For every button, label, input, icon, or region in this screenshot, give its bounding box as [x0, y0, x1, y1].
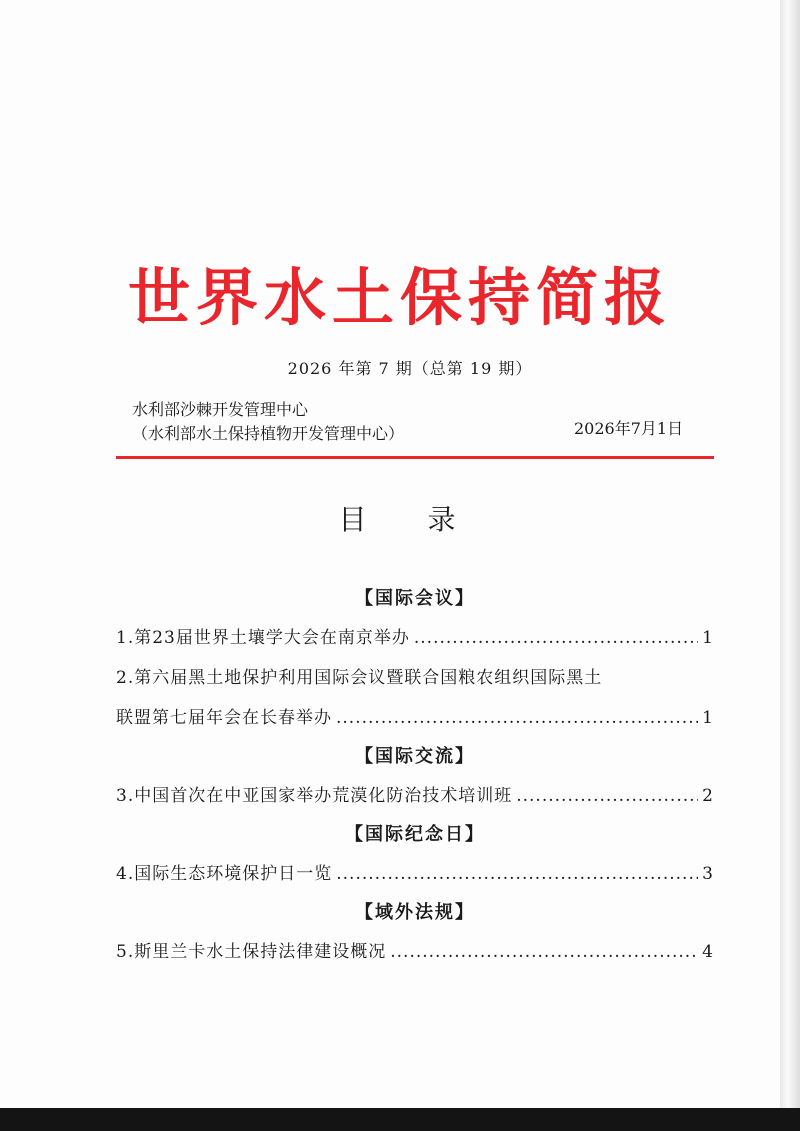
toc-entry-page: 4 — [702, 942, 714, 962]
toc-entry-text: 4.国际生态环境保护日一览 — [116, 864, 333, 884]
toc-entry-text: 3.中国首次在中亚国家举办荒漠化防治技术培训班 — [116, 786, 513, 806]
toc-entry-text-line1[interactable]: 2.第六届黑土地保护利用国际会议暨联合国粮农组织国际黑土 — [116, 668, 603, 688]
toc-leader-dots — [414, 618, 698, 658]
issue-number: 2026 年第 7 期（总第 19 期） — [287, 359, 533, 378]
publisher-alt-name: （水利部水土保持植物开发管理中心） — [132, 424, 405, 443]
toc-section-heading: 【国际会议】 — [355, 588, 475, 609]
masthead-title: 世界水土保持简报 — [127, 261, 672, 334]
publication-date: 2026年7月1日 — [574, 419, 684, 438]
page-edge-right — [780, 0, 800, 1108]
scan-border-bottom — [0, 1108, 800, 1131]
toc-entry-text: 5.斯里兰卡水土保持法律建设概况 — [116, 942, 387, 962]
toc-leader-dots — [390, 932, 698, 972]
toc-leader-dots — [516, 776, 698, 816]
toc-entry[interactable] — [116, 698, 714, 738]
toc-entry-page: 1 — [702, 708, 714, 728]
toc-entry[interactable] — [116, 932, 714, 972]
toc-entry-text: 1.第23届世界土壤学大会在南京举办 — [116, 628, 410, 648]
toc-section-heading: 【国际纪念日】 — [345, 824, 485, 845]
toc-section-heading: 【域外法规】 — [355, 902, 475, 923]
publisher-block — [132, 398, 404, 446]
toc-section-heading: 【国际交流】 — [355, 746, 475, 767]
toc-entry-page: 3 — [702, 864, 714, 884]
toc-entry[interactable] — [116, 618, 714, 658]
toc-entry-page: 2 — [702, 786, 714, 806]
publisher-name: 水利部沙棘开发管理中心 — [132, 400, 309, 419]
red-divider — [116, 456, 714, 459]
table-of-contents — [116, 580, 714, 972]
toc-entry[interactable] — [116, 776, 714, 816]
toc-leader-dots — [336, 854, 698, 894]
toc-leader-dots — [336, 698, 698, 738]
toc-entry[interactable] — [116, 854, 714, 894]
toc-title: 目 录 — [338, 503, 482, 536]
toc-entry-text: 联盟第七届年会在长春举办 — [116, 708, 332, 728]
toc-entry-page: 1 — [702, 628, 714, 648]
